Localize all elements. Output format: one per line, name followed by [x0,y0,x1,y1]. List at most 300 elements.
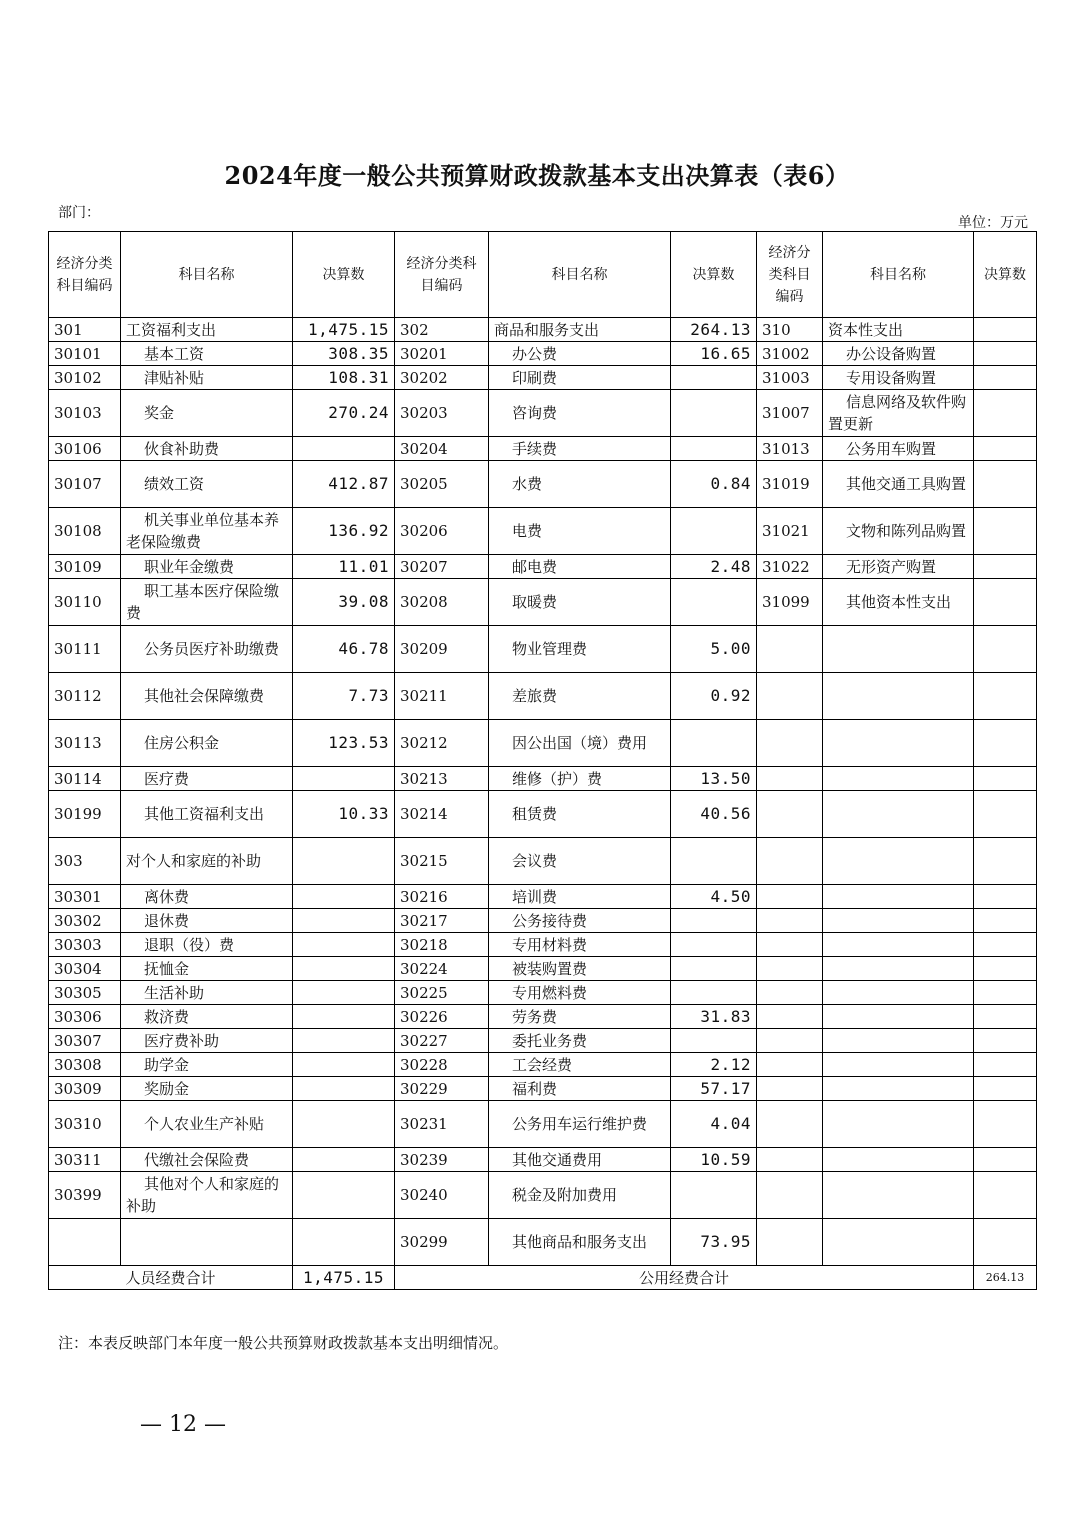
name-cell: 会议费 [489,838,671,885]
code-cell [757,957,823,981]
code-cell [757,1029,823,1053]
amount-cell: 31.83 [671,1005,757,1029]
name-cell: 物业管理费 [489,626,671,673]
name-cell: 其他交通费用 [489,1148,671,1172]
code-cell: 30106 [49,437,121,461]
amount-cell [974,1219,1037,1266]
amount-cell [974,1172,1037,1219]
personnel-total-value: 1,475.15 [293,1266,395,1290]
code-cell: 31007 [757,390,823,437]
code-cell: 30218 [395,933,489,957]
amount-cell: 11.01 [293,555,395,579]
amount-cell [974,437,1037,461]
code-cell: 303 [49,838,121,885]
name-cell: 差旅费 [489,673,671,720]
name-cell: 职工基本医疗保险缴费 [121,579,293,626]
name-cell: 退休费 [121,909,293,933]
code-cell [757,885,823,909]
name-cell [823,1148,974,1172]
amount-cell [671,1029,757,1053]
table-row [49,673,1037,720]
code-cell: 30112 [49,673,121,720]
name-cell: 福利费 [489,1077,671,1101]
public-total-value: 264.13 [974,1266,1037,1290]
name-cell [823,1172,974,1219]
name-cell: 信息网络及软件购置更新 [823,390,974,437]
name-cell: 专用燃料费 [489,981,671,1005]
code-cell: 30212 [395,720,489,767]
code-cell [757,1053,823,1077]
header-amount-2: 决算数 [671,232,757,318]
name-cell: 手续费 [489,437,671,461]
table-row [49,555,1037,579]
header-name-3: 科目名称 [823,232,974,318]
code-cell: 30225 [395,981,489,1005]
code-cell: 30303 [49,933,121,957]
amount-cell [974,957,1037,981]
amount-cell [974,1005,1037,1029]
amount-cell [974,508,1037,555]
amount-cell [293,1005,395,1029]
name-cell [823,1029,974,1053]
amount-cell [671,508,757,555]
amount-cell [671,981,757,1005]
amount-cell: 108.31 [293,366,395,390]
header-code-1: 经济分类科目编码 [49,232,121,318]
name-cell: 工资福利支出 [121,318,293,342]
amount-cell [671,957,757,981]
name-cell [823,673,974,720]
name-cell: 代缴社会保险费 [121,1148,293,1172]
code-cell: 30240 [395,1172,489,1219]
code-cell: 30310 [49,1101,121,1148]
name-cell [823,1005,974,1029]
code-cell: 30227 [395,1029,489,1053]
personnel-total-label: 人员经费合计 [49,1266,293,1290]
code-cell: 30111 [49,626,121,673]
code-cell: 31099 [757,579,823,626]
table-row [49,579,1037,626]
amount-cell: 136.92 [293,508,395,555]
name-cell [823,767,974,791]
code-cell: 30216 [395,885,489,909]
amount-cell [974,933,1037,957]
amount-cell: 40.56 [671,791,757,838]
table-row [49,720,1037,767]
table-row [49,626,1037,673]
amount-cell: 264.13 [671,318,757,342]
name-cell: 助学金 [121,1053,293,1077]
amount-cell [293,1101,395,1148]
amount-cell [293,1029,395,1053]
code-cell: 30203 [395,390,489,437]
code-cell: 30217 [395,909,489,933]
table-row [49,1029,1037,1053]
name-cell [823,1077,974,1101]
amount-cell [671,390,757,437]
amount-cell: 4.50 [671,885,757,909]
code-cell: 30215 [395,838,489,885]
name-cell [823,791,974,838]
amount-cell [974,390,1037,437]
amount-cell: 2.48 [671,555,757,579]
name-cell: 津贴补贴 [121,366,293,390]
table-row [49,838,1037,885]
name-cell: 取暖费 [489,579,671,626]
code-cell [757,1172,823,1219]
amount-cell: 1,475.15 [293,318,395,342]
name-cell: 租赁费 [489,791,671,838]
amount-cell [671,720,757,767]
amount-cell: 7.73 [293,673,395,720]
code-cell [757,673,823,720]
name-cell [823,626,974,673]
name-cell: 印刷费 [489,366,671,390]
amount-cell: 16.65 [671,342,757,366]
code-cell: 31022 [757,555,823,579]
amount-cell [671,838,757,885]
code-cell: 30224 [395,957,489,981]
name-cell: 其他交通工具购置 [823,461,974,508]
name-cell: 商品和服务支出 [489,318,671,342]
table-row [49,508,1037,555]
code-cell: 30228 [395,1053,489,1077]
amount-cell [293,1148,395,1172]
name-cell: 文物和陈列品购置 [823,508,974,555]
table-row [49,1053,1037,1077]
amount-cell [974,1101,1037,1148]
table-row [49,885,1037,909]
name-cell: 公务接待费 [489,909,671,933]
code-cell: 30304 [49,957,121,981]
amount-cell: 0.92 [671,673,757,720]
name-cell: 资本性支出 [823,318,974,342]
table-row [49,767,1037,791]
header-name-2: 科目名称 [489,232,671,318]
code-cell: 30209 [395,626,489,673]
code-cell: 30305 [49,981,121,1005]
table-row [49,791,1037,838]
amount-cell: 270.24 [293,390,395,437]
code-cell: 30101 [49,342,121,366]
code-cell [757,1005,823,1029]
name-cell: 奖励金 [121,1077,293,1101]
code-cell [757,626,823,673]
name-cell: 离休费 [121,885,293,909]
name-cell [823,838,974,885]
table-row [49,909,1037,933]
code-cell: 310 [757,318,823,342]
amount-cell [974,791,1037,838]
amount-cell [293,838,395,885]
name-cell [823,885,974,909]
code-cell: 30102 [49,366,121,390]
name-cell: 电费 [489,508,671,555]
code-cell: 30199 [49,791,121,838]
name-cell: 被装购置费 [489,957,671,981]
name-cell: 基本工资 [121,342,293,366]
code-cell: 30214 [395,791,489,838]
code-cell: 30213 [395,767,489,791]
code-cell: 30226 [395,1005,489,1029]
code-cell: 30309 [49,1077,121,1101]
amount-cell [671,909,757,933]
name-cell: 委托业务费 [489,1029,671,1053]
amount-cell: 10.59 [671,1148,757,1172]
code-cell: 30229 [395,1077,489,1101]
name-cell: 其他工资福利支出 [121,791,293,838]
amount-cell: 412.87 [293,461,395,508]
name-cell [823,981,974,1005]
amount-cell: 0.84 [671,461,757,508]
name-cell [823,1053,974,1077]
amount-cell [293,1172,395,1219]
code-cell: 30201 [395,342,489,366]
name-cell: 其他社会保障缴费 [121,673,293,720]
amount-cell [671,366,757,390]
amount-cell [974,1077,1037,1101]
amount-cell [974,318,1037,342]
table-row [49,933,1037,957]
code-cell [757,1148,823,1172]
amount-cell [293,885,395,909]
amount-cell [974,767,1037,791]
code-cell: 30299 [395,1219,489,1266]
amount-cell: 10.33 [293,791,395,838]
table-row [49,1077,1037,1101]
page-number: — 12 — [140,1412,226,1437]
code-cell: 30306 [49,1005,121,1029]
name-cell: 生活补助 [121,981,293,1005]
name-cell: 退职（役）费 [121,933,293,957]
table-row [49,1219,1037,1266]
header-amount-3: 决算数 [974,232,1037,318]
table-row [49,366,1037,390]
code-cell: 30207 [395,555,489,579]
code-cell [757,838,823,885]
table-row [49,1101,1037,1148]
code-cell [757,791,823,838]
code-cell: 30108 [49,508,121,555]
name-cell: 个人农业生产补贴 [121,1101,293,1148]
name-cell: 邮电费 [489,555,671,579]
code-cell: 302 [395,318,489,342]
name-cell: 公务用车购置 [823,437,974,461]
code-cell: 30311 [49,1148,121,1172]
table-row [49,437,1037,461]
name-cell: 办公费 [489,342,671,366]
name-cell: 维修（护）费 [489,767,671,791]
amount-cell [293,437,395,461]
amount-cell [974,555,1037,579]
code-cell: 30103 [49,390,121,437]
name-cell: 公务员医疗补助缴费 [121,626,293,673]
public-total-label: 公用经费合计 [395,1266,974,1290]
code-cell [757,1077,823,1101]
name-cell: 其他对个人和家庭的补助 [121,1172,293,1219]
code-cell: 30231 [395,1101,489,1148]
table-row [49,957,1037,981]
amount-cell [293,1053,395,1077]
code-cell: 30204 [395,437,489,461]
code-cell: 30113 [49,720,121,767]
amount-cell [293,933,395,957]
totals-row [49,1266,1037,1290]
name-cell [823,1219,974,1266]
name-cell: 绩效工资 [121,461,293,508]
code-cell: 30301 [49,885,121,909]
department-label: 部门： [58,205,100,221]
code-cell: 31013 [757,437,823,461]
name-cell: 无形资产购置 [823,555,974,579]
table-row [49,1005,1037,1029]
name-cell: 医疗费 [121,767,293,791]
name-cell: 税金及附加费用 [489,1172,671,1219]
name-cell [121,1219,293,1266]
header-code-2: 经济分类科目编码 [395,232,489,318]
code-cell: 30205 [395,461,489,508]
code-cell: 31019 [757,461,823,508]
table-note: 注：本表反映部门本年度一般公共预算财政拨款基本支出明细情况。 [58,1334,509,1352]
amount-cell [974,1148,1037,1172]
code-cell: 30206 [395,508,489,555]
amount-cell: 2.12 [671,1053,757,1077]
table-row [49,342,1037,366]
amount-cell [293,981,395,1005]
amount-cell [293,909,395,933]
amount-cell [974,366,1037,390]
name-cell [823,1101,974,1148]
code-cell: 30107 [49,461,121,508]
amount-cell [974,838,1037,885]
code-cell: 301 [49,318,121,342]
amount-cell [974,673,1037,720]
amount-cell [974,909,1037,933]
name-cell [823,957,974,981]
header-name-1: 科目名称 [121,232,293,318]
name-cell: 培训费 [489,885,671,909]
amount-cell [974,720,1037,767]
amount-cell [974,885,1037,909]
amount-cell: 13.50 [671,767,757,791]
name-cell: 伙食补助费 [121,437,293,461]
expenditure-table [48,231,1037,1290]
name-cell: 咨询费 [489,390,671,437]
amount-cell [671,437,757,461]
code-cell [757,1101,823,1148]
name-cell [823,720,974,767]
header-code-3: 经济分类科目编码 [757,232,823,318]
page-title: 2024年度一般公共预算财政拨款基本支出决算表（表6） [224,161,850,190]
table-body [49,318,1037,1266]
amount-cell [974,342,1037,366]
amount-cell [293,1219,395,1266]
amount-cell [293,767,395,791]
code-cell: 30302 [49,909,121,933]
name-cell: 职业年金缴费 [121,555,293,579]
code-cell: 30239 [395,1148,489,1172]
name-cell [823,909,974,933]
amount-cell [974,1053,1037,1077]
code-cell [757,981,823,1005]
code-cell [757,933,823,957]
name-cell: 工会经费 [489,1053,671,1077]
amount-cell: 308.35 [293,342,395,366]
code-cell [757,767,823,791]
amount-cell [671,1172,757,1219]
code-cell: 30399 [49,1172,121,1219]
table-header-row [49,232,1037,318]
table-row [49,981,1037,1005]
name-cell: 专用材料费 [489,933,671,957]
amount-cell [671,933,757,957]
table-row [49,461,1037,508]
code-cell [757,909,823,933]
code-cell: 30308 [49,1053,121,1077]
amount-cell: 39.08 [293,579,395,626]
amount-cell [293,957,395,981]
amount-cell [671,579,757,626]
code-cell: 30202 [395,366,489,390]
amount-cell [974,461,1037,508]
name-cell: 机关事业单位基本养老保险缴费 [121,508,293,555]
code-cell: 30307 [49,1029,121,1053]
amount-cell [974,1029,1037,1053]
amount-cell: 5.00 [671,626,757,673]
code-cell: 30109 [49,555,121,579]
name-cell: 住房公积金 [121,720,293,767]
code-cell: 30208 [395,579,489,626]
amount-cell [974,626,1037,673]
code-cell [49,1219,121,1266]
name-cell: 救济费 [121,1005,293,1029]
code-cell: 31003 [757,366,823,390]
name-cell: 劳务费 [489,1005,671,1029]
code-cell [757,720,823,767]
code-cell [757,1219,823,1266]
name-cell: 专用设备购置 [823,366,974,390]
amount-cell: 73.95 [671,1219,757,1266]
name-cell: 医疗费补助 [121,1029,293,1053]
name-cell: 奖金 [121,390,293,437]
unit-label: 单位：万元 [958,215,1028,231]
name-cell: 抚恤金 [121,957,293,981]
table-row [49,1148,1037,1172]
amount-cell [974,981,1037,1005]
code-cell: 30110 [49,579,121,626]
amount-cell [293,1077,395,1101]
header-amount-1: 决算数 [293,232,395,318]
table-row [49,1172,1037,1219]
name-cell: 因公出国（境）费用 [489,720,671,767]
code-cell: 30114 [49,767,121,791]
amount-cell [974,579,1037,626]
table-row [49,318,1037,342]
name-cell: 水费 [489,461,671,508]
amount-cell: 4.04 [671,1101,757,1148]
name-cell: 其他资本性支出 [823,579,974,626]
code-cell: 30211 [395,673,489,720]
name-cell: 对个人和家庭的补助 [121,838,293,885]
name-cell [823,933,974,957]
name-cell: 办公设备购置 [823,342,974,366]
amount-cell: 123.53 [293,720,395,767]
code-cell: 31002 [757,342,823,366]
table-row [49,390,1037,437]
amount-cell: 57.17 [671,1077,757,1101]
code-cell: 31021 [757,508,823,555]
amount-cell: 46.78 [293,626,395,673]
